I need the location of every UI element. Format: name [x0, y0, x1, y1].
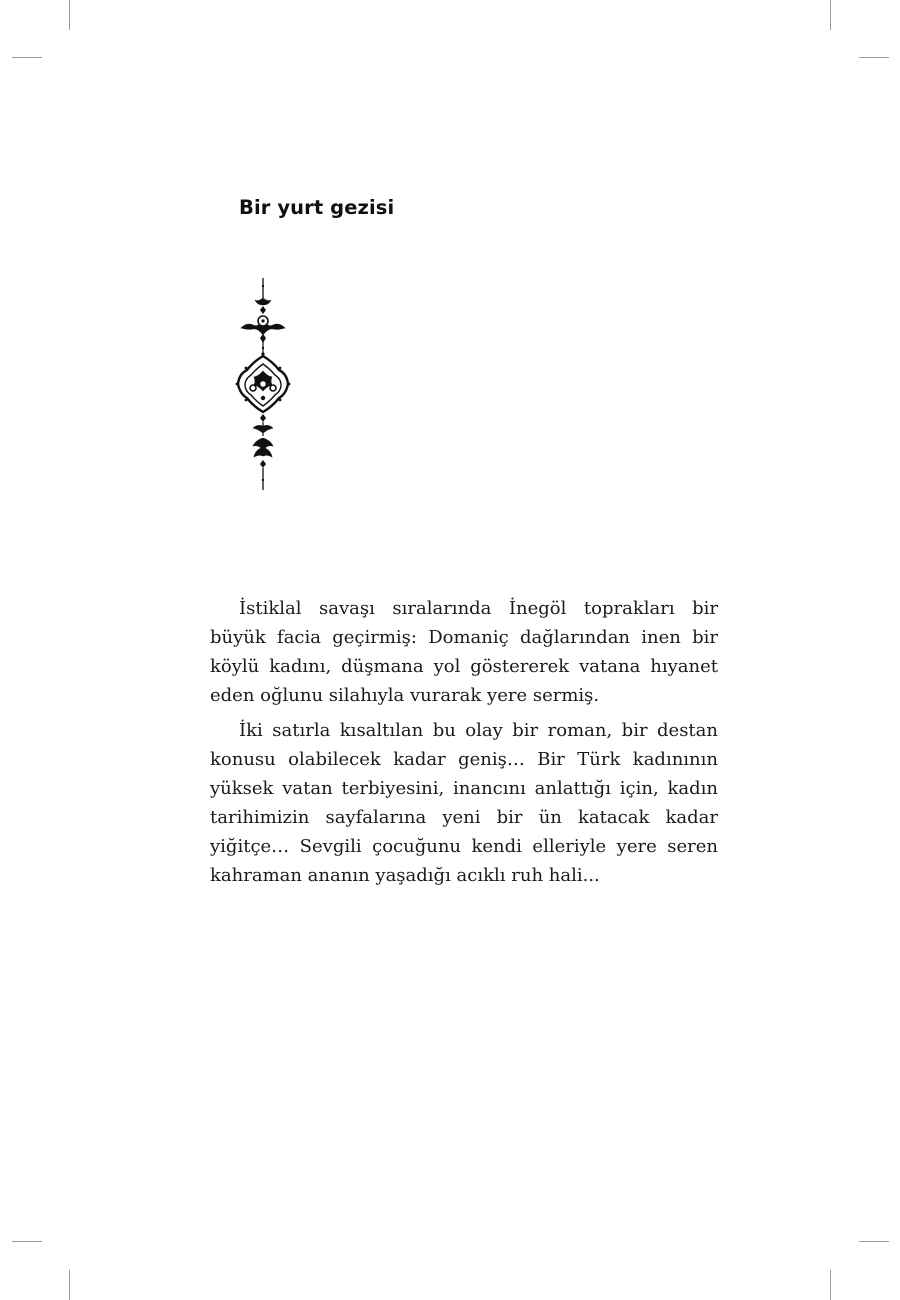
paragraph-2: İki satırla kısaltılan bu olay bir roman, bir destan konusu olabilecek kadar geniş… Bir Türk kadınının yüksek vatan terbiyesini, inancını anlattığı için, kadın tarihimizin sayfalarına yeni bir ün katacak kadar yiğitçe… Sevgili çocuğunu kendi elleriyle yere seren kahraman ananın yaşadığı acıklı ruh hali... — [210, 720, 718, 886]
chapter-title: Bir yurt gezisi — [239, 196, 395, 219]
crop-mark-top-left — [69, 0, 70, 30]
crop-mark-left-top — [12, 57, 42, 58]
crop-mark-left-bottom — [12, 1241, 42, 1242]
chapter-body — [210, 594, 718, 896]
crop-mark-top-right — [830, 0, 831, 30]
crop-mark-right-bottom — [859, 1241, 889, 1242]
crop-mark-right-top — [859, 57, 889, 58]
crop-mark-bottom-left — [69, 1270, 70, 1300]
paragraph-1: İstiklal savaşı sıralarında İnegöl toprakları bir büyük facia geçirmiş: Domaniç dağlarından inen bir köylü kadını, düşmana yol göstererek vatana hıyanet eden oğlunu silahıyla vurarak yere sermiş. — [210, 598, 718, 706]
crop-mark-bottom-right — [830, 1270, 831, 1300]
floral-divider-icon — [233, 276, 293, 492]
